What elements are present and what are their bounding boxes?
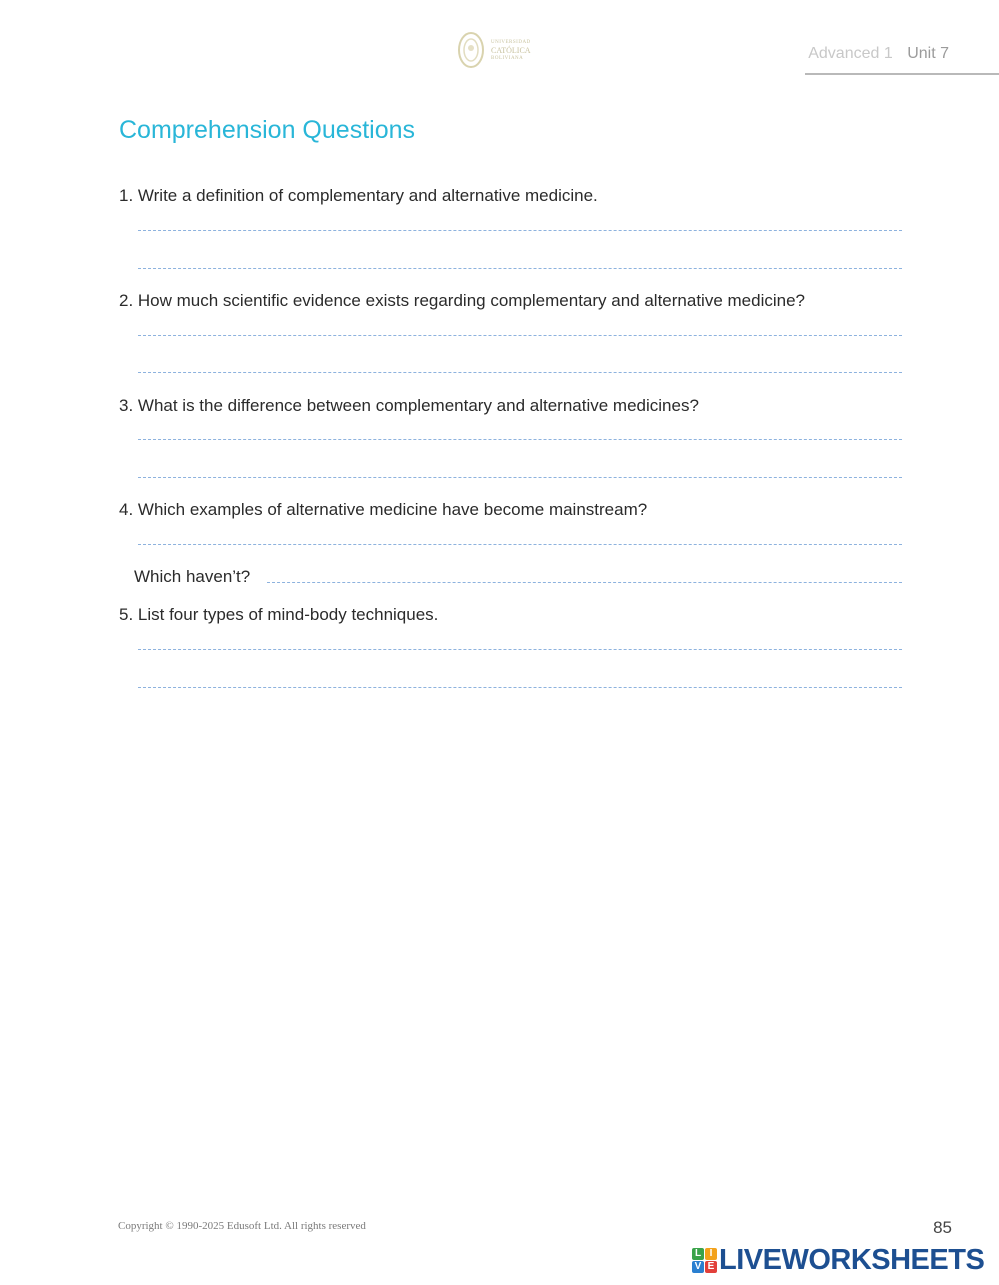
logo-tile-v: V: [692, 1261, 704, 1273]
university-logo: [457, 31, 547, 71]
level-label: Advanced 1: [808, 45, 893, 62]
question-2: 2. How much scientific evidence exists regarding complementary and alternative medicine?: [119, 291, 806, 310]
university-seal-icon: [457, 31, 487, 69]
answer-line-5a[interactable]: [138, 649, 902, 650]
question-5: 5. List four types of mind-body techniques.: [119, 605, 439, 624]
page-number: 85: [933, 1218, 952, 1237]
liveworksheets-logo-icon: [692, 1248, 717, 1273]
logo-tile-i: I: [705, 1248, 717, 1260]
copyright-notice: Copyright © 1990-2025 Edusoft Ltd. All rights reserved: [118, 1220, 366, 1232]
logo-tile-l: L: [692, 1248, 704, 1260]
question-3: 3. What is the difference between complementary and alternative medicines?: [119, 396, 699, 415]
answer-line-3b[interactable]: [138, 477, 902, 478]
answer-line-2a[interactable]: [138, 335, 902, 336]
answer-line-4b[interactable]: [267, 582, 902, 583]
header-divider: [805, 73, 999, 75]
logo-tile-e: E: [705, 1261, 717, 1273]
unit-label: [808, 45, 949, 63]
answer-line-3a[interactable]: [138, 439, 902, 440]
logo-line-3: BOLIVIANA: [491, 56, 524, 61]
logo-text: [491, 39, 531, 63]
answer-line-2b[interactable]: [138, 372, 902, 373]
brand-wordmark: LIVEWORKSHEETS: [719, 1243, 985, 1276]
section-title: Comprehension Questions: [119, 116, 415, 144]
answer-line-4a[interactable]: [138, 544, 902, 545]
answer-line-1a[interactable]: [138, 230, 902, 231]
question-1: 1. Write a definition of complementary and alternative medicine.: [119, 186, 598, 205]
liveworksheets-brand[interactable]: [692, 1244, 984, 1276]
logo-line-2: CATÓLICA: [491, 46, 531, 55]
answer-line-1b[interactable]: [138, 268, 902, 269]
sub-question-4: Which haven’t?: [134, 567, 251, 586]
question-4: 4. Which examples of alternative medicine have become mainstream?: [119, 500, 648, 519]
unit-number: Unit 7: [907, 45, 949, 62]
answer-line-5b[interactable]: [138, 687, 902, 688]
logo-line-1: UNIVERSIDAD: [491, 40, 531, 45]
